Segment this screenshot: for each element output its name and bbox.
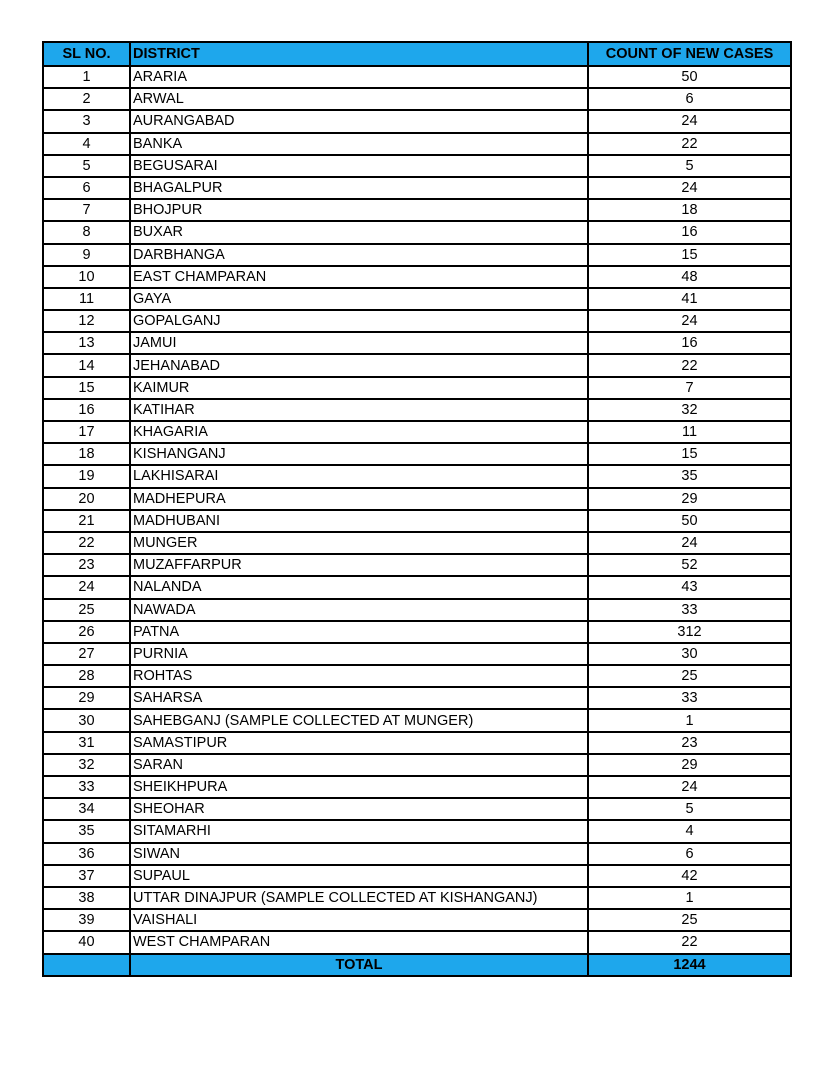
row-count: 5 [588,798,791,820]
total-spacer [43,954,130,976]
row-sl-no: 28 [43,665,130,687]
row-district: NAWADA [130,599,588,621]
row-sl-no: 17 [43,421,130,443]
table-row [43,332,791,354]
table-row [43,354,791,376]
table-row [43,133,791,155]
table-row [43,88,791,110]
table-footer [43,954,791,976]
row-sl-no: 3 [43,110,130,132]
table-row [43,244,791,266]
row-count: 48 [588,266,791,288]
row-sl-no: 9 [43,244,130,266]
row-district: MADHUBANI [130,510,588,532]
table-row [43,687,791,709]
table-row [43,110,791,132]
row-count: 1 [588,709,791,731]
row-district: MUNGER [130,532,588,554]
table-row [43,754,791,776]
row-count: 312 [588,621,791,643]
row-count: 23 [588,732,791,754]
table-row [43,931,791,953]
row-count: 24 [588,310,791,332]
table-row [43,377,791,399]
table-row [43,310,791,332]
row-sl-no: 26 [43,621,130,643]
row-district: UTTAR DINAJPUR (SAMPLE COLLECTED AT KISHANGANJ) [130,887,588,909]
table-row [43,820,791,842]
table-row [43,532,791,554]
row-district: SAHEBGANJ (SAMPLE COLLECTED AT MUNGER) [130,709,588,731]
row-district: SUPAUL [130,865,588,887]
row-sl-no: 24 [43,576,130,598]
row-count: 22 [588,931,791,953]
row-sl-no: 30 [43,709,130,731]
row-count: 22 [588,133,791,155]
row-district: SIWAN [130,843,588,865]
table-row [43,621,791,643]
row-sl-no: 29 [43,687,130,709]
row-district: BEGUSARAI [130,155,588,177]
row-count: 7 [588,377,791,399]
table-row [43,443,791,465]
row-district: BANKA [130,133,588,155]
row-count: 33 [588,687,791,709]
table-row [43,399,791,421]
row-count: 29 [588,488,791,510]
total-count: 1244 [588,954,791,976]
row-sl-no: 32 [43,754,130,776]
row-district: KHAGARIA [130,421,588,443]
row-district: PURNIA [130,643,588,665]
row-district: BHAGALPUR [130,177,588,199]
row-sl-no: 4 [43,133,130,155]
row-sl-no: 8 [43,221,130,243]
row-count: 15 [588,443,791,465]
row-district: MADHEPURA [130,488,588,510]
table-row [43,66,791,88]
row-district: SARAN [130,754,588,776]
row-district: SHEIKHPURA [130,776,588,798]
row-district: SAMASTIPUR [130,732,588,754]
table-row [43,709,791,731]
row-count: 5 [588,155,791,177]
row-sl-no: 25 [43,599,130,621]
row-district: ARWAL [130,88,588,110]
row-count: 50 [588,66,791,88]
row-sl-no: 15 [43,377,130,399]
table-row [43,665,791,687]
row-district: DARBHANGA [130,244,588,266]
table-row [43,576,791,598]
total-row [43,954,791,976]
row-sl-no: 6 [43,177,130,199]
table-row [43,599,791,621]
row-count: 6 [588,843,791,865]
row-sl-no: 13 [43,332,130,354]
table-row [43,887,791,909]
row-count: 22 [588,354,791,376]
row-sl-no: 12 [43,310,130,332]
row-sl-no: 36 [43,843,130,865]
row-sl-no: 7 [43,199,130,221]
row-count: 43 [588,576,791,598]
row-sl-no: 5 [43,155,130,177]
row-district: WEST CHAMPARAN [130,931,588,953]
row-count: 24 [588,110,791,132]
row-sl-no: 1 [43,66,130,88]
row-district: BHOJPUR [130,199,588,221]
table-row [43,643,791,665]
row-count: 35 [588,465,791,487]
row-sl-no: 23 [43,554,130,576]
row-sl-no: 34 [43,798,130,820]
row-count: 1 [588,887,791,909]
row-sl-no: 38 [43,887,130,909]
row-district: SAHARSA [130,687,588,709]
row-count: 24 [588,532,791,554]
row-district: SHEOHAR [130,798,588,820]
row-district: KATIHAR [130,399,588,421]
table-row [43,554,791,576]
row-count: 11 [588,421,791,443]
row-sl-no: 21 [43,510,130,532]
table-row [43,798,791,820]
table-row [43,776,791,798]
row-sl-no: 19 [43,465,130,487]
row-district: JAMUI [130,332,588,354]
row-sl-no: 18 [43,443,130,465]
row-district: MUZAFFARPUR [130,554,588,576]
row-count: 25 [588,909,791,931]
table-row [43,510,791,532]
total-label: TOTAL [130,954,588,976]
row-count: 15 [588,244,791,266]
row-count: 25 [588,665,791,687]
header-count: COUNT OF NEW CASES [588,42,791,66]
table-body [43,66,791,954]
table-row [43,266,791,288]
row-district: JEHANABAD [130,354,588,376]
table-row [43,155,791,177]
row-count: 24 [588,177,791,199]
row-count: 16 [588,221,791,243]
table-row [43,865,791,887]
row-district: SITAMARHI [130,820,588,842]
row-district: ROHTAS [130,665,588,687]
row-count: 41 [588,288,791,310]
table-row [43,732,791,754]
row-sl-no: 33 [43,776,130,798]
row-district: NALANDA [130,576,588,598]
table-row [43,465,791,487]
row-sl-no: 35 [43,820,130,842]
row-count: 4 [588,820,791,842]
row-sl-no: 40 [43,931,130,953]
row-sl-no: 14 [43,354,130,376]
row-sl-no: 2 [43,88,130,110]
table-row [43,421,791,443]
row-count: 50 [588,510,791,532]
row-sl-no: 27 [43,643,130,665]
header-sl-no: SL NO. [43,42,130,66]
table-row [43,199,791,221]
row-sl-no: 16 [43,399,130,421]
header-district: DISTRICT [130,42,588,66]
table-row [43,909,791,931]
table-row [43,843,791,865]
row-count: 42 [588,865,791,887]
row-district: ARARIA [130,66,588,88]
row-sl-no: 10 [43,266,130,288]
row-count: 33 [588,599,791,621]
row-district: VAISHALI [130,909,588,931]
row-count: 52 [588,554,791,576]
row-sl-no: 37 [43,865,130,887]
row-count: 6 [588,88,791,110]
cases-table [42,41,792,977]
row-district: AURANGABAD [130,110,588,132]
row-district: KISHANGANJ [130,443,588,465]
row-count: 29 [588,754,791,776]
row-district: GAYA [130,288,588,310]
row-count: 18 [588,199,791,221]
row-sl-no: 11 [43,288,130,310]
row-count: 30 [588,643,791,665]
table-row [43,488,791,510]
row-count: 16 [588,332,791,354]
row-count: 32 [588,399,791,421]
row-count: 24 [588,776,791,798]
table-row [43,221,791,243]
table-row [43,177,791,199]
row-district: LAKHISARAI [130,465,588,487]
row-district: PATNA [130,621,588,643]
row-sl-no: 31 [43,732,130,754]
row-sl-no: 20 [43,488,130,510]
row-district: BUXAR [130,221,588,243]
row-sl-no: 39 [43,909,130,931]
row-district: KAIMUR [130,377,588,399]
header-row [43,42,791,66]
row-district: EAST CHAMPARAN [130,266,588,288]
row-sl-no: 22 [43,532,130,554]
table-row [43,288,791,310]
table-header [43,42,791,66]
row-district: GOPALGANJ [130,310,588,332]
